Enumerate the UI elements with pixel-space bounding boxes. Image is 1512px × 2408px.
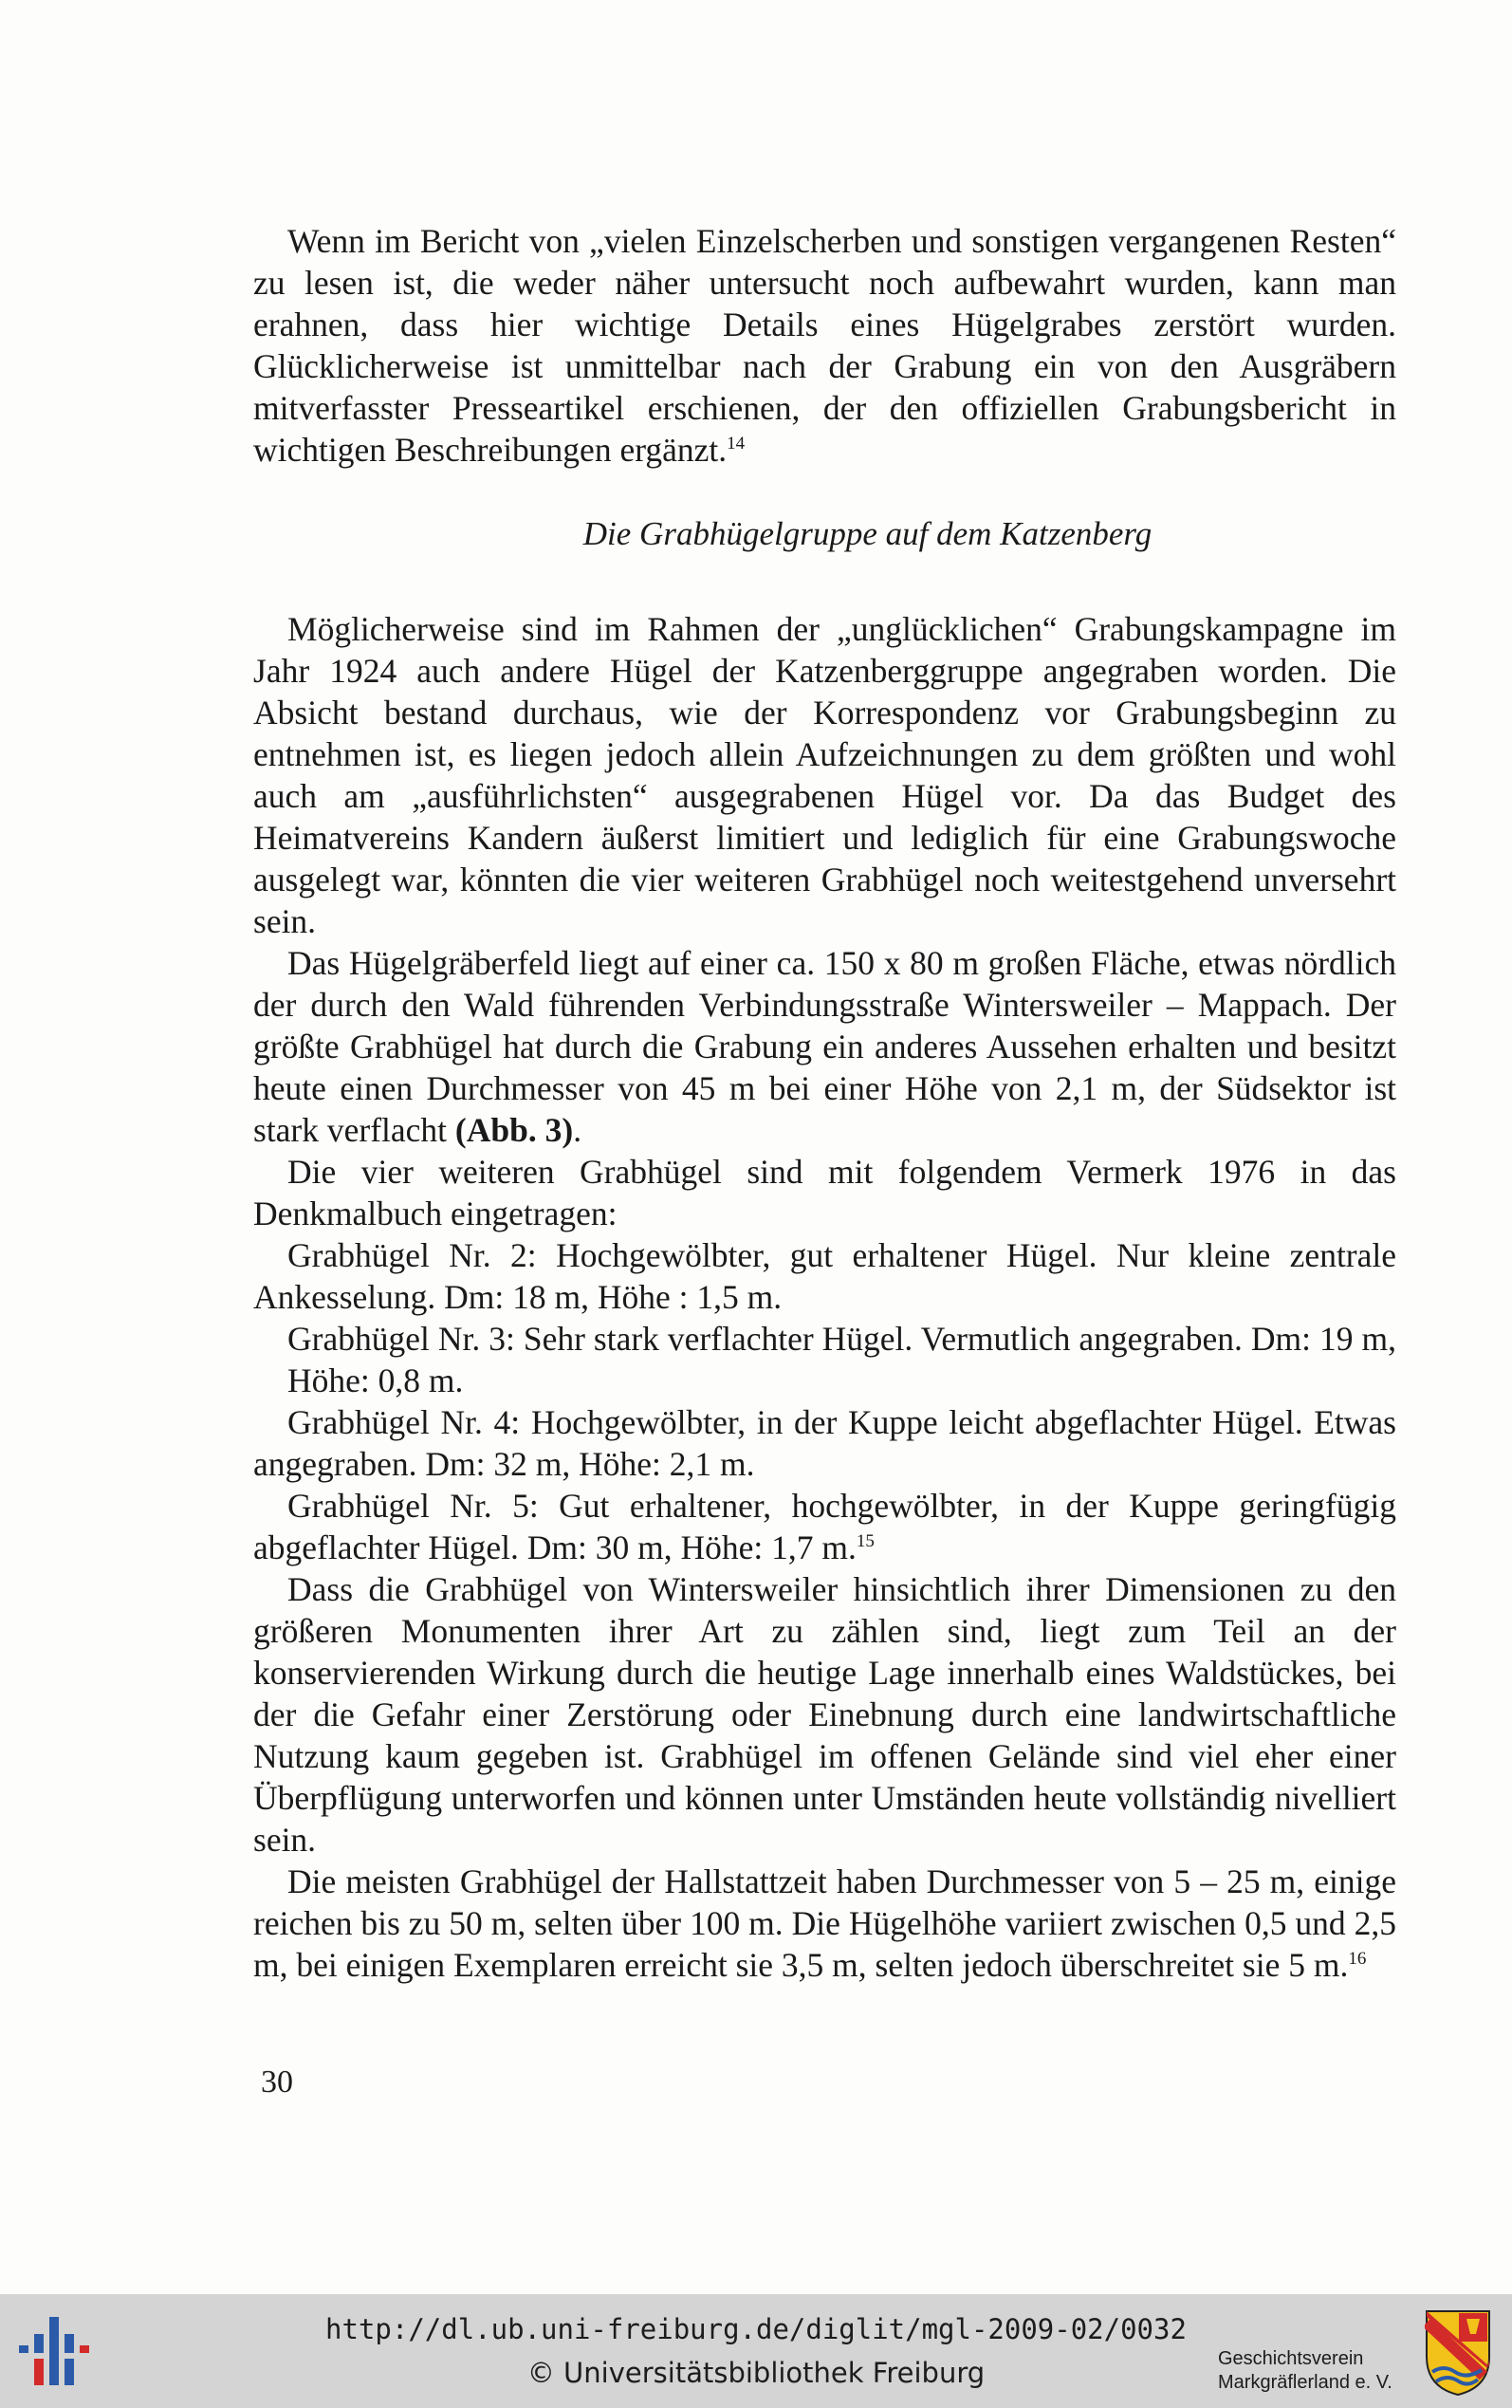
body-text — [253, 220, 1396, 1986]
entry-grabhuegel-5-text: Grabhügel Nr. 5: Gut erhaltener, hochgewölbter, in der Kuppe geringfügig abgeflachter Hügel. Dm: 30 m, Höhe: 1,7 m. — [253, 1487, 1396, 1566]
paragraph-5-text: Die meisten Grabhügel der Hallstattzeit haben Durchmesser von 5 – 25 m, einige reichen bis zu 50 m, selten über 100 m. Die Hügelhöhe variiert zwischen 0,5 und 2,5 m, bei einigen Exemplaren erreicht sie 3,5 m, selten jedoch überschreitet sie 5 m. — [253, 1862, 1396, 1984]
paragraph-intro-text: Wenn im Bericht von „vielen Einzelscherben und sonstigen vergangenen Resten“ zu lesen ist, die weder näher untersucht noch aufbewahrt wurden, kann man erahnen, dass hier wichtige Details eines Hügelgrabes zerstört wurden. Glücklicherweise ist unmittelbar nach der Grabung ein von den Ausgräbern mitverfasster Presseartikel erschienen, der den offiziellen Grabungsbericht in wichtigen Beschreibungen ergänzt. — [253, 222, 1396, 469]
footnote-ref-14[interactable]: 14 — [727, 434, 746, 454]
section-heading: Die Grabhügelgruppe auf dem Katzenberg — [582, 515, 1152, 552]
paragraph-1: Möglicherweise sind im Rahmen der „unglücklichen“ Grabungskampagne im Jahr 1924 auch andere Hügel der Katzenberggruppe angegraben worden. Die Absicht bestand durchaus, wie der Korrespondenz vor Grabungsbeginn zu entnehmen ist, es liegen jedoch allein Aufzeichnungen zu dem größten und wohl auch am „ausführlichsten“ ausgegrabenen Hügel vor. Da das Budget des Heimatvereins Kandern äußerst limitiert und lediglich für eine Grabungswoche ausgelegt war, könnten die vier weiteren Grabhügel noch weitestgehend unversehrt sein. — [253, 610, 1396, 940]
paragraph-2-end: . — [573, 1111, 582, 1149]
paragraph-4: Dass die Grabhügel von Wintersweiler hinsichtlich ihrer Dimensionen zu den größeren Monumenten ihrer Art zu zählen sind, liegt zum Teil an der konservierenden Wirkung durch die heutige Lage innerhalb eines Waldstückes, bei der die Gefahr einer Zerstörung oder Einebnung durch eine landwirtschaftliche Nutzung kaum gegeben ist. Grabhügel im offenen Gelände sind viel eher einer Überpflügung unterworfen und können unter Umständen heute vollständig nivelliert sein. — [253, 1570, 1396, 1859]
footnote-ref-16[interactable]: 16 — [1348, 1949, 1367, 1970]
paragraph-2-text: Das Hügelgräberfeld liegt auf einer ca. 150 x 80 m großen Fläche, etwas nördlich der durch den Wald führenden Verbindungsstraße Wintersweiler – Mappach. Der größte Grabhügel hat durch die Grabung ein anderes Aussehen erhalten und besitzt heute einen Durchmesser von 45 m bei einer Höhe von 2,1 m, der Südsektor ist stark verflacht — [253, 944, 1396, 1149]
paragraph-intro — [253, 220, 1396, 471]
entry-grabhuegel-5 — [253, 1485, 1396, 1568]
entry-grabhuegel-4: Grabhügel Nr. 4: Hochgewölbter, in der Kuppe leicht abgeflachter Hügel. Etwas angegraben. Dm: 32 m, Höhe: 2,1 m. — [253, 1403, 1396, 1483]
entry-grabhuegel-2: Grabhügel Nr. 2: Hochgewölbter, gut erhaltener Hügel. Nur kleine zentrale Ankesselung. Dm: 18 m, Höhe : 1,5 m. — [253, 1236, 1396, 1316]
footer-url[interactable]: http://dl.ub.uni-freiburg.de/diglit/mgl-2009-02/0032 — [325, 2313, 1187, 2345]
paragraph-2 — [253, 942, 1396, 1151]
footnote-ref-15[interactable]: 15 — [856, 1531, 875, 1552]
footer-organization — [1218, 2347, 1408, 2395]
entry-grabhuegel-3: Grabhügel Nr. 3: Sehr stark verflachter Hügel. Vermutlich angegraben. Dm: 19 m, Höhe: 0,8 m. — [287, 1320, 1396, 1399]
org-line-2: Markgräflerland e. V. — [1218, 2372, 1392, 2393]
figure-reference[interactable]: (Abb. 3) — [454, 1111, 574, 1149]
coat-of-arms-icon[interactable] — [1425, 2309, 1491, 2397]
org-line-1: Geschichtsverein — [1218, 2348, 1364, 2369]
page-number: 30 — [261, 2065, 293, 2100]
paragraph-3: Die vier weiteren Grabhügel sind mit folgendem Vermerk 1976 in das Denkmalbuch eingetragen: — [253, 1153, 1396, 1232]
paragraph-5 — [253, 1861, 1396, 1986]
footer-bar — [0, 2294, 1512, 2408]
footer-copyright: © Universitätsbibliothek Freiburg — [526, 2357, 986, 2389]
